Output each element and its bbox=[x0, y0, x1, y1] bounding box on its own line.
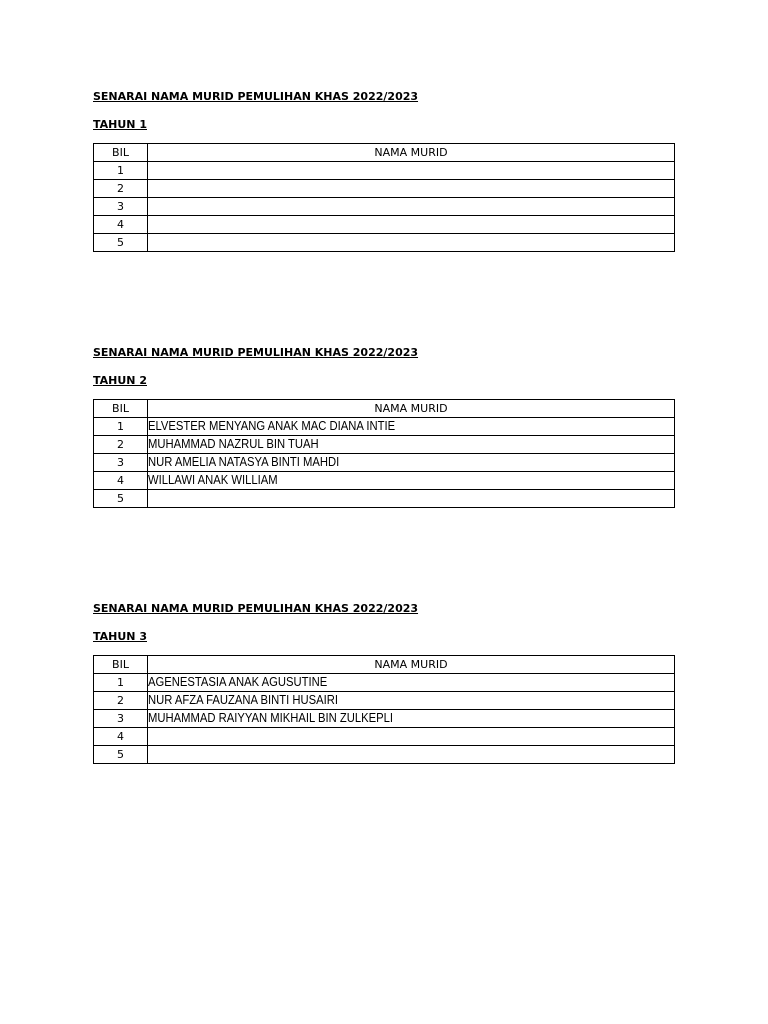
nama-cell bbox=[148, 162, 675, 180]
nama-text: ELVESTER MENYANG ANAK MAC DIANA INTIE bbox=[148, 419, 396, 433]
nama-cell bbox=[148, 490, 675, 508]
table-row bbox=[94, 234, 675, 252]
section-tahun-2 bbox=[93, 346, 675, 508]
table-row bbox=[94, 162, 675, 180]
nama-header: NAMA MURID bbox=[148, 144, 675, 162]
bil-cell: 5 bbox=[94, 234, 148, 252]
nama-text: AGENESTASIA ANAK AGUSUTINE bbox=[148, 675, 328, 689]
year-label: TAHUN 1 bbox=[93, 118, 147, 131]
nama-cell bbox=[148, 198, 675, 216]
nama-cell bbox=[148, 710, 675, 728]
bil-cell: 2 bbox=[94, 436, 148, 454]
nama-text: WILLAWI ANAK WILLIAM bbox=[148, 473, 278, 487]
section-heading: SENARAI NAMA MURID PEMULIHAN KHAS 2022/2023 bbox=[93, 602, 419, 615]
table-header-row bbox=[94, 144, 675, 162]
bil-cell: 4 bbox=[94, 216, 148, 234]
nama-cell bbox=[148, 180, 675, 198]
roster-table bbox=[93, 399, 675, 508]
table-row bbox=[94, 180, 675, 198]
year-label: TAHUN 3 bbox=[93, 630, 147, 643]
roster-table bbox=[93, 143, 675, 252]
section-tahun-1 bbox=[93, 90, 675, 252]
bil-cell: 4 bbox=[94, 728, 148, 746]
table-row bbox=[94, 436, 675, 454]
roster-table bbox=[93, 655, 675, 764]
table-row bbox=[94, 490, 675, 508]
nama-cell bbox=[148, 234, 675, 252]
table-row bbox=[94, 418, 675, 436]
nama-cell bbox=[148, 216, 675, 234]
bil-cell: 3 bbox=[94, 454, 148, 472]
section-tahun-3 bbox=[93, 602, 675, 764]
nama-cell bbox=[148, 454, 675, 472]
bil-cell: 3 bbox=[94, 710, 148, 728]
table-row bbox=[94, 216, 675, 234]
nama-header: NAMA MURID bbox=[148, 400, 675, 418]
bil-cell: 5 bbox=[94, 490, 148, 508]
table-row bbox=[94, 728, 675, 746]
bil-cell: 1 bbox=[94, 674, 148, 692]
bil-cell: 1 bbox=[94, 418, 148, 436]
nama-cell bbox=[148, 472, 675, 490]
table-row bbox=[94, 674, 675, 692]
section-heading: SENARAI NAMA MURID PEMULIHAN KHAS 2022/2023 bbox=[93, 90, 419, 103]
table-header-row bbox=[94, 400, 675, 418]
bil-cell: 1 bbox=[94, 162, 148, 180]
nama-cell bbox=[148, 436, 675, 454]
bil-header: BIL bbox=[94, 656, 148, 674]
bil-cell: 3 bbox=[94, 198, 148, 216]
table-row bbox=[94, 692, 675, 710]
nama-cell bbox=[148, 746, 675, 764]
nama-cell bbox=[148, 418, 675, 436]
nama-cell bbox=[148, 692, 675, 710]
table-row bbox=[94, 454, 675, 472]
table-row bbox=[94, 198, 675, 216]
bil-cell: 5 bbox=[94, 746, 148, 764]
bil-header: BIL bbox=[94, 144, 148, 162]
bil-cell: 2 bbox=[94, 692, 148, 710]
bil-header: BIL bbox=[94, 400, 148, 418]
bil-cell: 2 bbox=[94, 180, 148, 198]
nama-cell bbox=[148, 674, 675, 692]
table-row bbox=[94, 472, 675, 490]
nama-header: NAMA MURID bbox=[148, 656, 675, 674]
nama-cell bbox=[148, 728, 675, 746]
section-heading: SENARAI NAMA MURID PEMULIHAN KHAS 2022/2023 bbox=[93, 346, 419, 359]
nama-text: NUR AFZA FAUZANA BINTI HUSAIRI bbox=[148, 693, 339, 707]
nama-text: NUR AMELIA NATASYA BINTI MAHDI bbox=[148, 455, 340, 469]
table-row bbox=[94, 746, 675, 764]
nama-text: MUHAMMAD RAIYYAN MIKHAIL BIN ZULKEPLI bbox=[148, 711, 394, 725]
table-row bbox=[94, 710, 675, 728]
table-header-row bbox=[94, 656, 675, 674]
nama-text: MUHAMMAD NAZRUL BIN TUAH bbox=[148, 437, 319, 451]
bil-cell: 4 bbox=[94, 472, 148, 490]
year-label: TAHUN 2 bbox=[93, 374, 147, 387]
